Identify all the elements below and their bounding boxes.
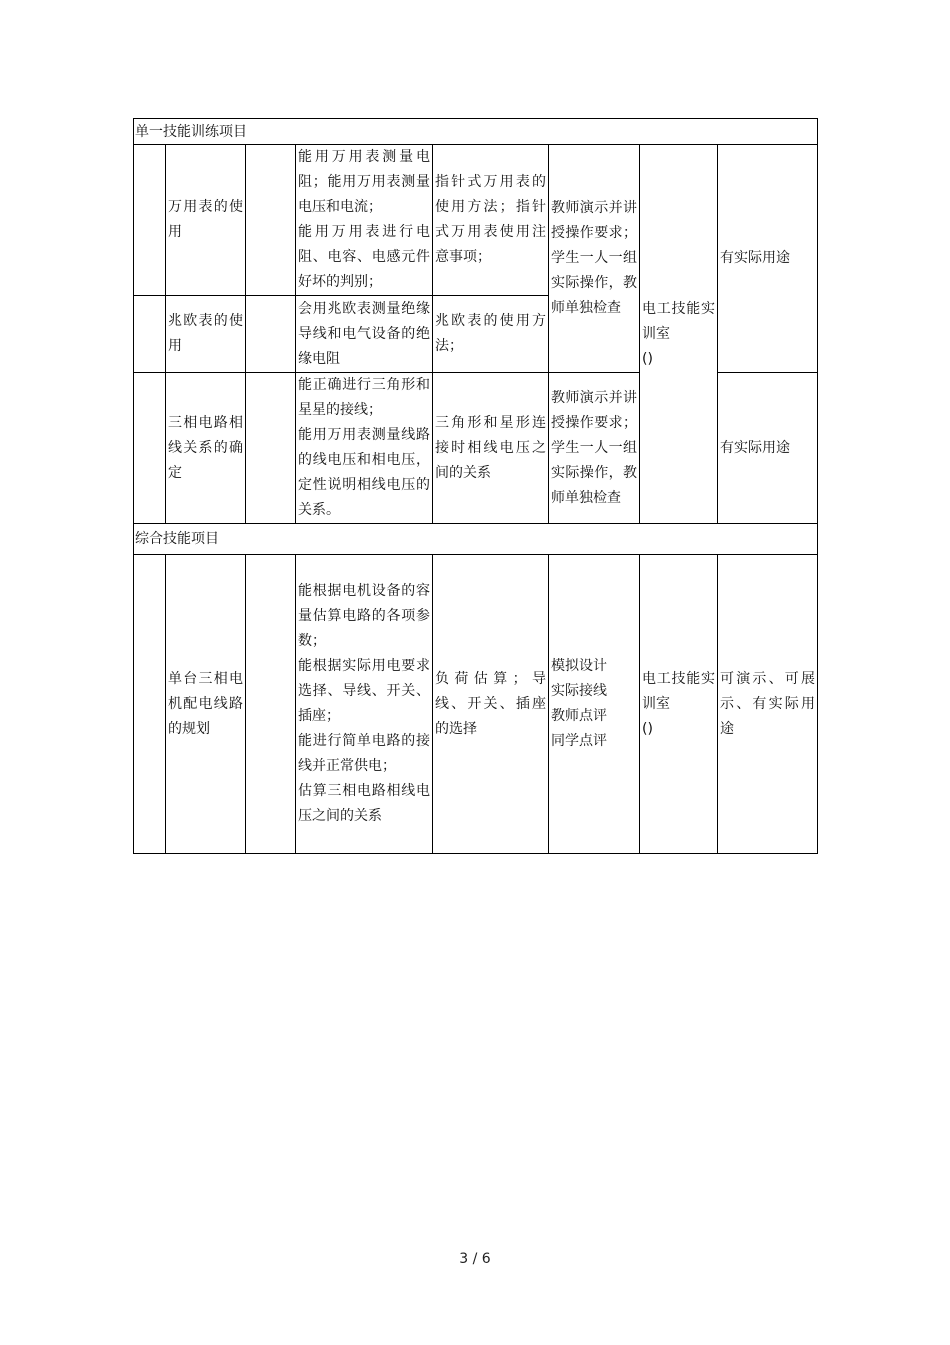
goal-line: 能正确进行三角形和星星的接线；: [298, 377, 430, 418]
cell-hours: [246, 145, 296, 296]
method-line: 模拟设计: [551, 658, 607, 674]
training-venue: [640, 145, 718, 524]
method-line: 实际接线: [551, 683, 607, 699]
knowledge-points: 三角形和星形连接时相线电压之间的关系: [433, 373, 549, 524]
cell-index: [134, 145, 166, 296]
expected-outcome: 有实际用途: [718, 373, 818, 524]
cell-index: [134, 373, 166, 524]
knowledge-points: 指针式万用表的使用方法；指针式万用表使用注意事项；: [433, 145, 549, 296]
method-line: 同学点评: [551, 733, 607, 749]
cell-index: [134, 555, 166, 854]
goal-line: 能进行简单电路的接线并正常供电；: [298, 733, 430, 774]
expected-outcome: 有实际用途: [718, 145, 818, 373]
knowledge-points: 兆欧表的使用方法；: [433, 296, 549, 373]
section-title-single-skill: 单一技能训练项目: [134, 119, 818, 145]
project-name: 兆欧表的使用: [166, 296, 246, 373]
project-name: 单台三相电机配电线路的规划: [166, 555, 246, 854]
goal-line: 能用万用表进行电阻、电容、电感元件好坏的判别；: [298, 224, 430, 290]
cell-hours: [246, 373, 296, 524]
goal-line: 估算三相电路相线电压之间的关系: [298, 783, 430, 824]
page-number: 3 / 6: [459, 1251, 491, 1267]
training-plan-table: [133, 118, 818, 854]
project-name: 万用表的使用: [166, 145, 246, 296]
skill-goals: [296, 555, 433, 854]
cell-index: [134, 296, 166, 373]
goal-line: 能用万用表测量电阻；能用万用表测量电压和电流；: [298, 149, 430, 215]
teaching-method: 教师演示并讲授操作要求；学生一人一组实际操作，教师单独检查: [549, 145, 640, 373]
cell-hours: [246, 296, 296, 373]
teaching-method: [549, 555, 640, 854]
knowledge-points: 负荷估算；导线、开关、插座的选择: [433, 555, 549, 854]
expected-outcome: 可演示、可展示、有实际用途: [718, 555, 818, 854]
cell-hours: [246, 555, 296, 854]
goal-line: 能用万用表测量线路的线电压和相电压， 定性说明相线电压的关系。: [298, 427, 430, 518]
teaching-method: 教师演示并讲授操作要求；学生一人一组实际操作，教师单独检查: [549, 373, 640, 524]
venue-note: (): [642, 720, 653, 737]
section-title-comprehensive: 综合技能项目: [134, 524, 818, 555]
venue-note: (): [642, 350, 653, 367]
goal-line: 能根据实际用电要求选择、导线、开关、插座；: [298, 658, 430, 724]
venue-name: 电工技能实训室: [642, 670, 715, 712]
project-name: 三相电路相线关系的确定: [166, 373, 246, 524]
skill-goals: [296, 145, 433, 296]
training-venue: [640, 555, 718, 854]
venue-name: 电工技能实训室: [642, 300, 715, 342]
skill-goals: [296, 373, 433, 524]
skill-goals: [296, 296, 433, 373]
goal-line: 会用兆欧表测量绝缘导线和电气设备的绝缘电阻: [298, 300, 430, 367]
method-line: 教师点评: [551, 708, 607, 724]
goal-line: 能根据电机设备的容量估算电路的各项参数；: [298, 583, 430, 649]
